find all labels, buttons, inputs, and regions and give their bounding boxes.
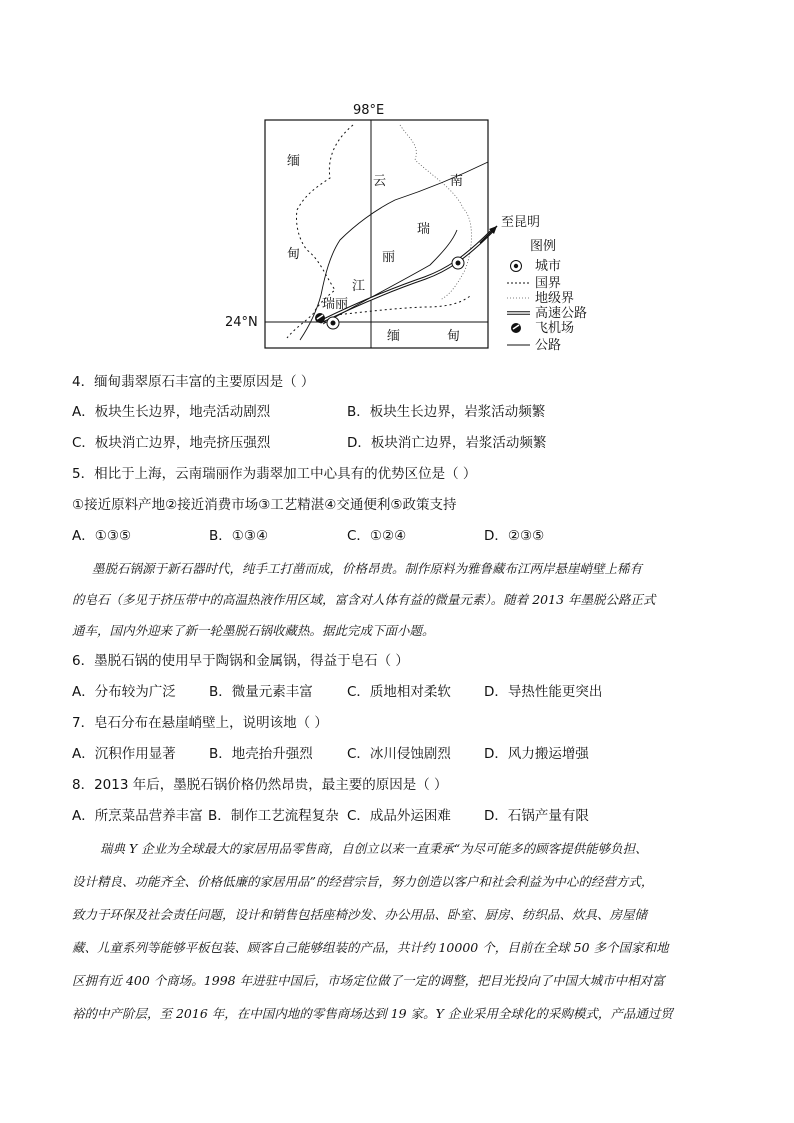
question-8-option-b: B．制作工艺流程复杂 (208, 808, 339, 824)
legend-item: 公路 (535, 338, 562, 353)
place-myanmar-south: 缅 (387, 329, 401, 344)
passage-2-line: 藏、儿童系列等能够平板包装、顾客自己能够组装的产品，共计约 10000 个，目前在全球 50 多个国家和地 (72, 940, 669, 955)
latitude-label: 24°N (225, 315, 258, 330)
passage-1-line: 的皂石（多见于挤压带中的高温热液作用区域，富含对人体有益的微量元素）。随着 2013 年墨脱公路正式 (72, 592, 656, 607)
legend-item: 城市 (535, 259, 562, 274)
passage-2-line: 瑞典 Y 企业为全球最大的家居用品零售商，自创立以来一直秉承“为尽可能多的顾客提供能够负担、 (100, 841, 648, 856)
city-icon (452, 257, 464, 269)
legend-item: 飞机场 (535, 321, 575, 336)
place-myanmar-south: 甸 (447, 329, 461, 344)
question-7-option-c: C．冰川侵蚀剧烈 (347, 746, 451, 762)
question-7-option-a: A．沉积作用显著 (72, 746, 176, 762)
question-7-stem: 7．皂石分布在悬崖峭壁上，说明该地（ ） (72, 715, 328, 731)
legend-item: 地级界 (535, 291, 575, 306)
question-7-option-d: D．风力搬运增强 (484, 746, 589, 762)
passage-1-line: 墨脱石锅源于新石器时代，纯手工打凿而成，价格昂贵。制作原料为雅鲁藏布江两岸悬崖峭壁上稀有 (92, 561, 643, 576)
question-6-option-a: A．分布较为广泛 (72, 684, 176, 700)
question-8-option-d: D．石锅产量有限 (484, 808, 589, 824)
place-myanmar: 甸 (287, 247, 301, 262)
regional-map (225, 100, 615, 352)
city-label: 瑞丽 (322, 297, 349, 312)
place-yunnan: 云 (373, 174, 387, 189)
question-8-stem: 8．2013 年后，墨脱石锅价格仍然昂贵，最主要的原因是（ ） (72, 777, 448, 793)
legend-item: 高速公路 (535, 306, 588, 321)
river-label: 江 (352, 279, 366, 294)
to-kunming-label: 至昆明 (501, 215, 541, 230)
longitude-label: 98°E (353, 103, 385, 118)
city-icon (327, 317, 339, 329)
question-6-option-b: B．微量元素丰富 (209, 684, 313, 700)
place-ruili: 丽 (382, 250, 396, 265)
question-8-option-a: A．所烹菜品营养丰富 (72, 808, 203, 824)
place-yunnan: 南 (450, 174, 464, 189)
passage-2-line: 致力于环保及社会责任问题，设计和销售包括座椅沙发、办公用品、卧室、厨房、纺织品、炊具、房屋储 (72, 907, 648, 922)
question-5-stem: 5．相比于上海，云南瑞丽作为翡翠加工中心具有的优势区位是（ ） (72, 466, 477, 482)
question-5-option-d: D．②③⑤ (484, 528, 545, 544)
passage-2-line: 区拥有近 400 个商场。1998 年进驻中国后，市场定位做了一定的调整，把目光投向了中国大城市中相对富 (72, 973, 665, 988)
question-5-option-a: A．①③⑤ (72, 528, 132, 544)
question-4-option-c: C．板块消亡边界，地壳挤压强烈 (72, 435, 271, 451)
passage-1-line: 通车，国内外迎来了新一轮墨脱石锅收藏热。据此完成下面小题。 (72, 623, 435, 638)
place-myanmar: 缅 (287, 154, 301, 169)
question-6-option-d: D．导热性能更突出 (484, 684, 603, 700)
question-8-option-c: C．成品外运困难 (347, 808, 451, 824)
place-ruili: 瑞 (417, 222, 431, 237)
legend-airport-icon (511, 323, 521, 333)
question-4-option-d: D．板块消亡边界，岩浆活动频繁 (347, 435, 547, 451)
question-6-option-c: C．质地相对柔软 (347, 684, 451, 700)
legend-city-icon (511, 261, 522, 272)
legend-title: 图例 (530, 239, 557, 254)
question-4-stem: 4．缅甸翡翠原石丰富的主要原因是（ ） (72, 374, 315, 390)
question-6-stem: 6．墨脱石锅的使用早于陶锅和金属锅，得益于皂石（ ） (72, 653, 409, 669)
question-7-option-b: B．地壳抬升强烈 (209, 746, 313, 762)
passage-2-line: 裕的中产阶层，至 2016 年，在中国内地的零售商场达到 19 家。Y 企业采用全球化的采购模式，产品通过贸 (72, 1006, 673, 1021)
question-5-option-b: B．①③④ (209, 528, 269, 544)
airport-icon (315, 313, 325, 323)
question-4-option-a: A．板块生长边界，地壳活动剧烈 (72, 404, 271, 420)
legend-item: 国界 (535, 276, 562, 291)
question-4-option-b: B．板块生长边界，岩浆活动频繁 (347, 404, 546, 420)
question-5-statements: ①接近原料产地②接近消费市场③工艺精湛④交通便利⑤政策支持 (72, 497, 457, 513)
passage-2-line: 设计精良、功能齐全、价格低廉的家居用品”的经营宗旨，努力创造以客户和社会利益为中心的经营方式， (72, 874, 654, 889)
question-5-option-c: C．①②④ (347, 528, 407, 544)
